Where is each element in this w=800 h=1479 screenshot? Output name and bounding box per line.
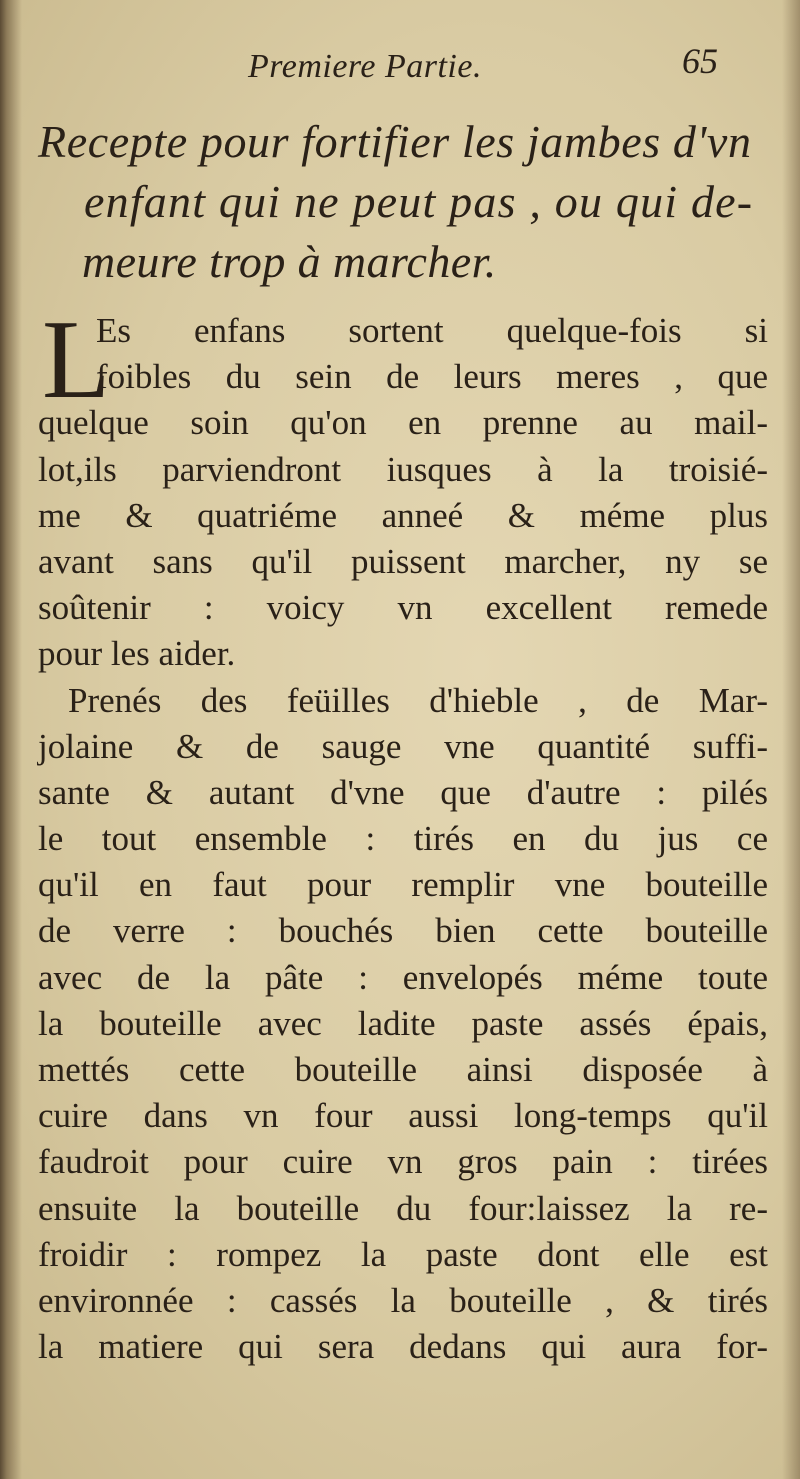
text-line: soûtenir : voicy vn excellent remede [38, 588, 768, 628]
text-line: avant sans qu'il puissent marcher, ny se [38, 541, 768, 581]
text-line: sante & autant d'vne que d'autre : pilés [38, 772, 768, 812]
text-line: la bouteille avec ladite paste assés épais, [38, 1003, 768, 1043]
text-line: la matiere qui sera dedans qui aura for- [38, 1327, 768, 1367]
text-line: me & quatriéme anneé & méme plus [38, 495, 768, 535]
text-line: ensuite la bouteille du four:laissez la re- [38, 1188, 768, 1228]
text-line: foibles du sein de leurs meres , que [96, 357, 768, 397]
text-line: faudroit pour cuire vn gros pain : tirées [38, 1142, 768, 1182]
running-head [0, 40, 800, 90]
text-line: de verre : bouchés bien cette bouteille [38, 911, 768, 951]
text-line: pour les aider. [38, 634, 236, 674]
text-line: Es enfans sortent quelque-fois si [96, 311, 768, 350]
text-line: le tout ensemble : tirés en du jus ce [38, 819, 768, 859]
text-line: jolaine & de sauge vne quantité suffi- [38, 726, 768, 766]
text-line: environnée : cassés la bouteille , & tirés [38, 1280, 768, 1320]
text-line: froidir : rompez la paste dont elle est [38, 1234, 768, 1274]
text-line: lot,ils parviendront iusques à la troisié- [38, 449, 768, 489]
text-line: mettés cette bouteille ainsi disposée à [38, 1050, 768, 1089]
text-line: avec de la pâte : envelopés méme toute [38, 957, 768, 997]
body-text [38, 298, 768, 1370]
text-line: qu'il en faut pour remplir vne bouteille [38, 865, 768, 905]
text-line: Prenés des feüilles d'hieble , de Mar- [68, 680, 768, 720]
text-line: quelque soin qu'on en prenne au mail- [38, 403, 768, 443]
page-number: 65 [682, 41, 718, 81]
heading-line: Recepte pour fortifier les jambes d'vn [38, 116, 752, 167]
drop-cap: L [42, 298, 111, 422]
running-head-title: Premiere Partie. [248, 48, 482, 85]
recipe-heading [38, 112, 758, 292]
text-line: cuire dans vn four aussi long-temps qu'il [38, 1096, 768, 1136]
heading-line: meure trop à marcher. [82, 236, 497, 287]
heading-line: enfant qui ne peut pas , ou qui de- [84, 176, 754, 227]
